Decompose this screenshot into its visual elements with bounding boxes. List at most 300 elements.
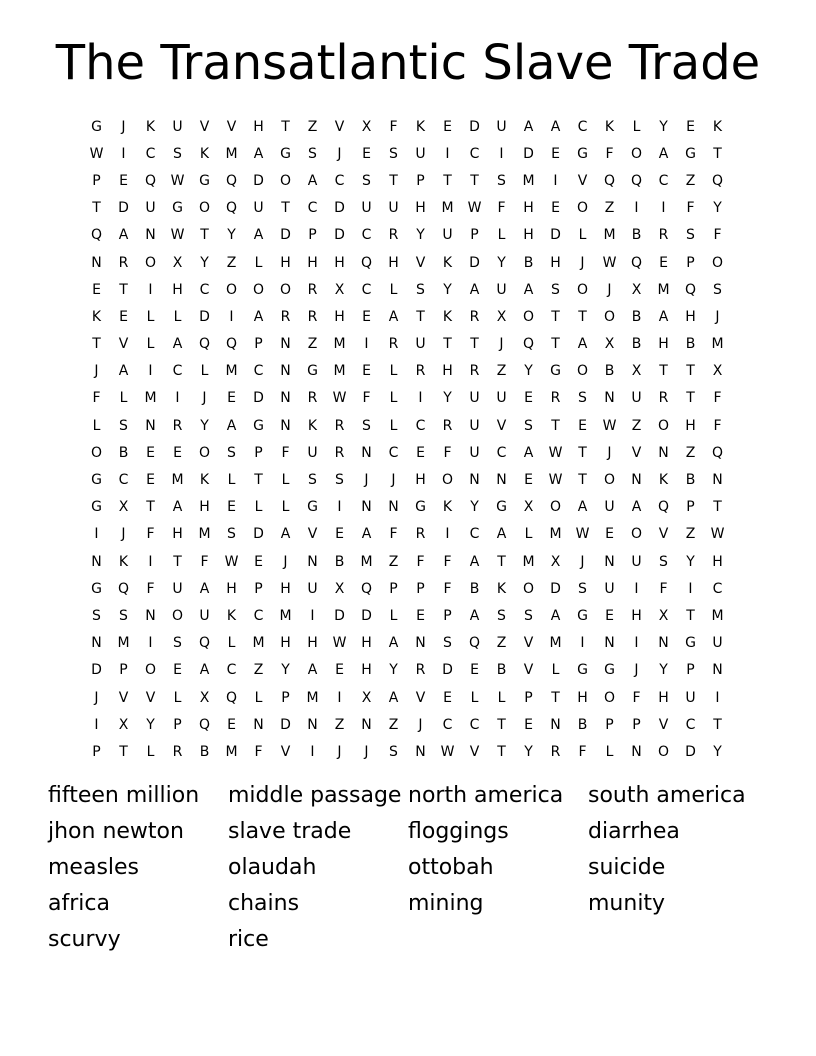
grid-letter: Y: [200, 417, 209, 434]
word-bank-item: suicide: [588, 854, 666, 880]
grid-letter: N: [361, 499, 372, 516]
grid-letter: A: [658, 145, 669, 162]
grid-letter: V: [226, 118, 237, 135]
grid-letter: T: [578, 472, 587, 489]
grid-letter: Z: [685, 172, 696, 189]
grid-letter: K: [199, 145, 210, 162]
grid-letter: L: [254, 499, 263, 516]
grid-letter: A: [388, 308, 399, 325]
word-bank: [48, 777, 788, 957]
grid-letter: E: [578, 417, 587, 434]
grid-letter: I: [175, 390, 180, 407]
grid-row: [83, 738, 733, 765]
grid-letter: X: [118, 716, 129, 733]
grid-letter: U: [604, 499, 615, 516]
grid-letter: H: [415, 472, 426, 489]
grid-letter: H: [307, 635, 318, 652]
grid-letter: U: [631, 553, 642, 570]
grid-letter: A: [280, 526, 291, 543]
grid-letter: A: [199, 662, 210, 679]
word-bank-row: [48, 849, 788, 885]
grid-letter: K: [442, 499, 453, 516]
grid-letter: V: [631, 444, 642, 461]
grid-letter: L: [389, 281, 398, 298]
grid-letter: F: [497, 200, 506, 217]
grid-letter: A: [172, 499, 183, 516]
grid-letter: L: [524, 526, 533, 543]
grid-row: [83, 439, 733, 466]
grid-letter: C: [226, 662, 237, 679]
grid-letter: K: [658, 472, 669, 489]
grid-letter: H: [253, 118, 264, 135]
grid-letter: E: [335, 526, 344, 543]
grid-letter: T: [659, 363, 668, 380]
grid-letter: C: [388, 444, 399, 461]
grid-letter: E: [443, 689, 452, 706]
grid-row: [83, 521, 733, 548]
grid-letter: O: [279, 281, 292, 298]
grid-letter: M: [144, 390, 157, 407]
grid-letter: A: [631, 499, 642, 516]
grid-letter: A: [577, 336, 588, 353]
grid-letter: Q: [684, 281, 697, 298]
grid-letter: V: [145, 689, 156, 706]
grid-letter: U: [145, 200, 156, 217]
grid-letter: J: [202, 390, 207, 407]
grid-letter: D: [334, 607, 345, 624]
grid-letter: T: [551, 689, 560, 706]
grid-letter: S: [308, 145, 317, 162]
page-title: The Transatlantic Slave Trade: [55, 35, 761, 91]
grid-letter: Z: [226, 254, 237, 271]
grid-letter: X: [496, 308, 507, 325]
word-bank-item: mining: [408, 890, 484, 916]
grid-letter: X: [334, 580, 345, 597]
grid-letter: Q: [711, 444, 724, 461]
grid-letter: R: [469, 363, 480, 380]
grid-letter: I: [580, 635, 585, 652]
grid-letter: N: [280, 336, 291, 353]
grid-letter: U: [172, 118, 183, 135]
grid-letter: N: [604, 390, 615, 407]
grid-letter: O: [171, 607, 184, 624]
grid-letter: S: [551, 281, 560, 298]
grid-letter: S: [497, 172, 506, 189]
grid-letter: B: [631, 308, 642, 325]
grid-letter: J: [337, 145, 342, 162]
grid-letter: I: [553, 172, 558, 189]
grid-letter: I: [634, 580, 639, 597]
grid-letter: S: [227, 526, 236, 543]
grid-letter: N: [307, 553, 318, 570]
grid-letter: S: [524, 417, 533, 434]
grid-letter: D: [685, 743, 696, 760]
grid-letter: D: [523, 145, 534, 162]
grid-letter: N: [91, 254, 102, 271]
grid-row: [83, 412, 733, 439]
grid-letter: E: [605, 607, 614, 624]
grid-letter: V: [307, 526, 318, 543]
grid-letter: W: [467, 200, 482, 217]
grid-letter: V: [280, 743, 291, 760]
grid-letter: X: [199, 689, 210, 706]
grid-letter: M: [117, 635, 130, 652]
grid-letter: Q: [711, 172, 724, 189]
grid-letter: N: [604, 635, 615, 652]
grid-letter: X: [631, 363, 642, 380]
grid-row: [83, 358, 733, 385]
grid-letter: R: [415, 363, 426, 380]
grid-letter: C: [469, 526, 480, 543]
grid-letter: I: [310, 607, 315, 624]
grid-letter: H: [523, 227, 534, 244]
grid-letter: M: [711, 336, 724, 353]
grid-letter: H: [685, 417, 696, 434]
grid-letter: V: [577, 172, 588, 189]
grid-letter: K: [226, 607, 237, 624]
word-bank-item: scurvy: [48, 926, 121, 952]
grid-letter: C: [361, 227, 372, 244]
grid-letter: G: [307, 499, 318, 516]
grid-letter: Q: [468, 635, 481, 652]
grid-letter: O: [630, 526, 643, 543]
grid-letter: O: [144, 254, 157, 271]
grid-letter: Q: [630, 254, 643, 271]
grid-letter: R: [469, 308, 480, 325]
grid-letter: W: [548, 472, 563, 489]
grid-letter: G: [91, 580, 102, 597]
grid-row: [83, 303, 733, 330]
grid-letter: Q: [198, 716, 211, 733]
grid-letter: E: [227, 499, 236, 516]
grid-letter: N: [280, 390, 291, 407]
grid-letter: C: [361, 281, 372, 298]
grid-letter: H: [658, 336, 669, 353]
grid-row: [83, 630, 733, 657]
grid-letter: F: [605, 145, 614, 162]
grid-letter: D: [199, 308, 210, 325]
grid-letter: D: [91, 662, 102, 679]
grid-letter: S: [659, 553, 668, 570]
grid-letter: W: [548, 444, 563, 461]
grid-letter: Z: [496, 363, 507, 380]
grid-letter: H: [631, 607, 642, 624]
grid-letter: Y: [281, 662, 290, 679]
grid-letter: H: [577, 689, 588, 706]
grid-letter: A: [388, 635, 399, 652]
grid-letter: I: [418, 390, 423, 407]
grid-letter: F: [443, 580, 452, 597]
grid-letter: T: [551, 417, 560, 434]
grid-letter: I: [445, 145, 450, 162]
word-bank-item: slave trade: [228, 818, 352, 844]
grid-letter: M: [549, 526, 562, 543]
grid-letter: R: [658, 390, 669, 407]
grid-letter: Y: [713, 743, 722, 760]
grid-letter: J: [607, 444, 612, 461]
grid-letter: F: [281, 444, 290, 461]
grid-letter: L: [146, 743, 155, 760]
grid-letter: S: [119, 417, 128, 434]
grid-letter: G: [577, 607, 588, 624]
grid-letter: A: [523, 444, 534, 461]
grid-letter: K: [442, 308, 453, 325]
grid-letter: R: [307, 281, 318, 298]
grid-letter: J: [607, 281, 612, 298]
grid-letter: E: [686, 118, 695, 135]
grid-letter: P: [173, 716, 182, 733]
grid-letter: K: [145, 118, 156, 135]
grid-letter: T: [119, 281, 128, 298]
grid-letter: I: [148, 553, 153, 570]
grid-letter: U: [685, 689, 696, 706]
grid-letter: A: [172, 336, 183, 353]
grid-letter: T: [713, 499, 722, 516]
grid-letter: T: [119, 743, 128, 760]
grid-letter: P: [686, 499, 695, 516]
grid-letter: J: [337, 743, 342, 760]
grid-letter: F: [578, 743, 587, 760]
grid-letter: O: [522, 580, 535, 597]
grid-letter: F: [443, 553, 452, 570]
grid-letter: T: [686, 390, 695, 407]
grid-row: [83, 602, 733, 629]
grid-letter: A: [361, 526, 372, 543]
grid-letter: N: [361, 444, 372, 461]
grid-letter: Q: [522, 336, 535, 353]
grid-letter: E: [416, 607, 425, 624]
word-bank-item: north america: [408, 782, 564, 808]
grid-letter: L: [173, 689, 182, 706]
grid-letter: T: [416, 308, 425, 325]
grid-letter: U: [631, 390, 642, 407]
grid-letter: J: [391, 472, 396, 489]
grid-letter: T: [497, 743, 506, 760]
grid-letter: H: [361, 635, 372, 652]
grid-letter: Q: [225, 200, 238, 217]
grid-letter: F: [92, 390, 101, 407]
grid-letter: K: [712, 118, 723, 135]
grid-letter: K: [118, 553, 129, 570]
grid-letter: G: [91, 499, 102, 516]
grid-row: [83, 222, 733, 249]
grid-letter: G: [685, 145, 696, 162]
grid-letter: R: [280, 308, 291, 325]
grid-letter: S: [524, 607, 533, 624]
grid-letter: B: [523, 254, 534, 271]
grid-letter: V: [469, 743, 480, 760]
grid-letter: R: [415, 526, 426, 543]
grid-letter: T: [470, 336, 479, 353]
grid-letter: V: [658, 526, 669, 543]
grid-letter: Q: [630, 172, 643, 189]
grid-letter: S: [362, 417, 371, 434]
grid-letter: L: [470, 689, 479, 706]
grid-letter: C: [469, 716, 480, 733]
grid-letter: O: [441, 472, 454, 489]
grid-letter: M: [657, 281, 670, 298]
grid-letter: O: [90, 444, 103, 461]
grid-letter: Z: [334, 716, 345, 733]
grid-letter: U: [496, 281, 507, 298]
grid-letter: D: [550, 580, 561, 597]
grid-letter: D: [361, 607, 372, 624]
grid-letter: N: [631, 472, 642, 489]
grid-letter: T: [578, 444, 587, 461]
grid-letter: R: [307, 308, 318, 325]
grid-letter: E: [659, 254, 668, 271]
grid-letter: L: [173, 308, 182, 325]
grid-letter: S: [308, 472, 317, 489]
word-bank-row: [48, 813, 788, 849]
grid-letter: L: [146, 308, 155, 325]
grid-letter: G: [91, 472, 102, 489]
grid-letter: Z: [307, 118, 318, 135]
grid-letter: Z: [631, 417, 642, 434]
grid-letter: D: [550, 227, 561, 244]
grid-letter: C: [469, 145, 480, 162]
grid-letter: S: [92, 607, 101, 624]
grid-letter: F: [146, 526, 155, 543]
grid-letter: T: [443, 336, 452, 353]
grid-letter: D: [280, 716, 291, 733]
grid-row: [83, 466, 733, 493]
grid-letter: P: [254, 444, 263, 461]
grid-letter: G: [685, 635, 696, 652]
grid-letter: S: [578, 580, 587, 597]
grid-letter: S: [443, 635, 452, 652]
grid-letter: L: [389, 390, 398, 407]
grid-letter: L: [632, 118, 641, 135]
grid-letter: U: [307, 580, 318, 597]
grid-letter: C: [199, 281, 210, 298]
grid-letter: W: [602, 417, 617, 434]
grid-letter: G: [280, 145, 291, 162]
grid-letter: U: [253, 200, 264, 217]
grid-letter: A: [253, 308, 264, 325]
grid-letter: C: [118, 472, 129, 489]
grid-letter: O: [279, 172, 292, 189]
grid-letter: S: [335, 472, 344, 489]
grid-letter: U: [604, 580, 615, 597]
grid-letter: Q: [198, 336, 211, 353]
grid-letter: B: [199, 743, 210, 760]
grid-letter: E: [173, 662, 182, 679]
grid-letter: C: [172, 363, 183, 380]
grid-letter: A: [523, 281, 534, 298]
grid-letter: E: [119, 308, 128, 325]
grid-row: [83, 195, 733, 222]
grid-letter: H: [388, 254, 399, 271]
grid-letter: H: [172, 281, 183, 298]
grid-letter: L: [497, 227, 506, 244]
grid-letter: Z: [685, 444, 696, 461]
grid-letter: V: [118, 689, 129, 706]
grid-letter: I: [445, 526, 450, 543]
grid-letter: E: [227, 390, 236, 407]
grid-letter: A: [550, 607, 561, 624]
grid-letter: P: [605, 716, 614, 733]
grid-letter: B: [685, 472, 696, 489]
grid-letter: L: [389, 607, 398, 624]
grid-letter: P: [470, 227, 479, 244]
grid-letter: J: [715, 308, 720, 325]
grid-letter: M: [279, 607, 292, 624]
grid-letter: Q: [144, 172, 157, 189]
grid-letter: P: [281, 689, 290, 706]
grid-letter: C: [496, 444, 507, 461]
grid-letter: J: [364, 472, 369, 489]
grid-letter: H: [712, 553, 723, 570]
grid-letter: O: [198, 444, 211, 461]
grid-letter: A: [523, 118, 534, 135]
grid-letter: E: [173, 444, 182, 461]
grid-letter: J: [499, 336, 504, 353]
grid-letter: O: [657, 417, 670, 434]
grid-letter: V: [199, 118, 210, 135]
grid-letter: T: [92, 200, 101, 217]
grid-letter: F: [659, 580, 668, 597]
grid-letter: J: [418, 716, 423, 733]
grid-letter: E: [416, 444, 425, 461]
grid-letter: H: [442, 363, 453, 380]
grid-letter: W: [170, 227, 185, 244]
grid-letter: W: [224, 553, 239, 570]
grid-letter: X: [334, 281, 345, 298]
word-bank-item: diarrhea: [588, 818, 680, 844]
grid-letter: L: [578, 227, 587, 244]
grid-letter: D: [253, 172, 264, 189]
grid-letter: V: [523, 662, 534, 679]
grid-letter: Y: [524, 363, 533, 380]
grid-letter: E: [443, 118, 452, 135]
grid-letter: O: [576, 363, 589, 380]
grid-letter: U: [469, 417, 480, 434]
grid-letter: B: [631, 227, 642, 244]
grid-letter: G: [307, 363, 318, 380]
grid-letter: E: [362, 145, 371, 162]
grid-letter: T: [713, 716, 722, 733]
grid-row: [83, 276, 733, 303]
grid-letter: A: [253, 227, 264, 244]
grid-letter: I: [148, 635, 153, 652]
grid-letter: Z: [496, 635, 507, 652]
grid-letter: E: [335, 662, 344, 679]
grid-letter: U: [442, 227, 453, 244]
grid-letter: S: [227, 444, 236, 461]
grid-letter: G: [604, 662, 615, 679]
grid-letter: W: [332, 390, 347, 407]
grid-letter: O: [630, 145, 643, 162]
grid-letter: S: [497, 607, 506, 624]
word-bank-item: africa: [48, 890, 110, 916]
word-bank-item: south america: [588, 782, 746, 808]
grid-letter: M: [333, 363, 346, 380]
grid-letter: H: [550, 254, 561, 271]
grid-letter: A: [550, 118, 561, 135]
grid-letter: C: [442, 716, 453, 733]
grid-letter: A: [118, 227, 129, 244]
grid-letter: U: [496, 390, 507, 407]
grid-letter: F: [200, 553, 209, 570]
grid-letter: P: [308, 227, 317, 244]
grid-letter: K: [496, 580, 507, 597]
grid-letter: N: [712, 472, 723, 489]
grid-letter: E: [254, 553, 263, 570]
grid-row: [83, 711, 733, 738]
grid-letter: T: [92, 336, 101, 353]
grid-letter: V: [415, 254, 426, 271]
